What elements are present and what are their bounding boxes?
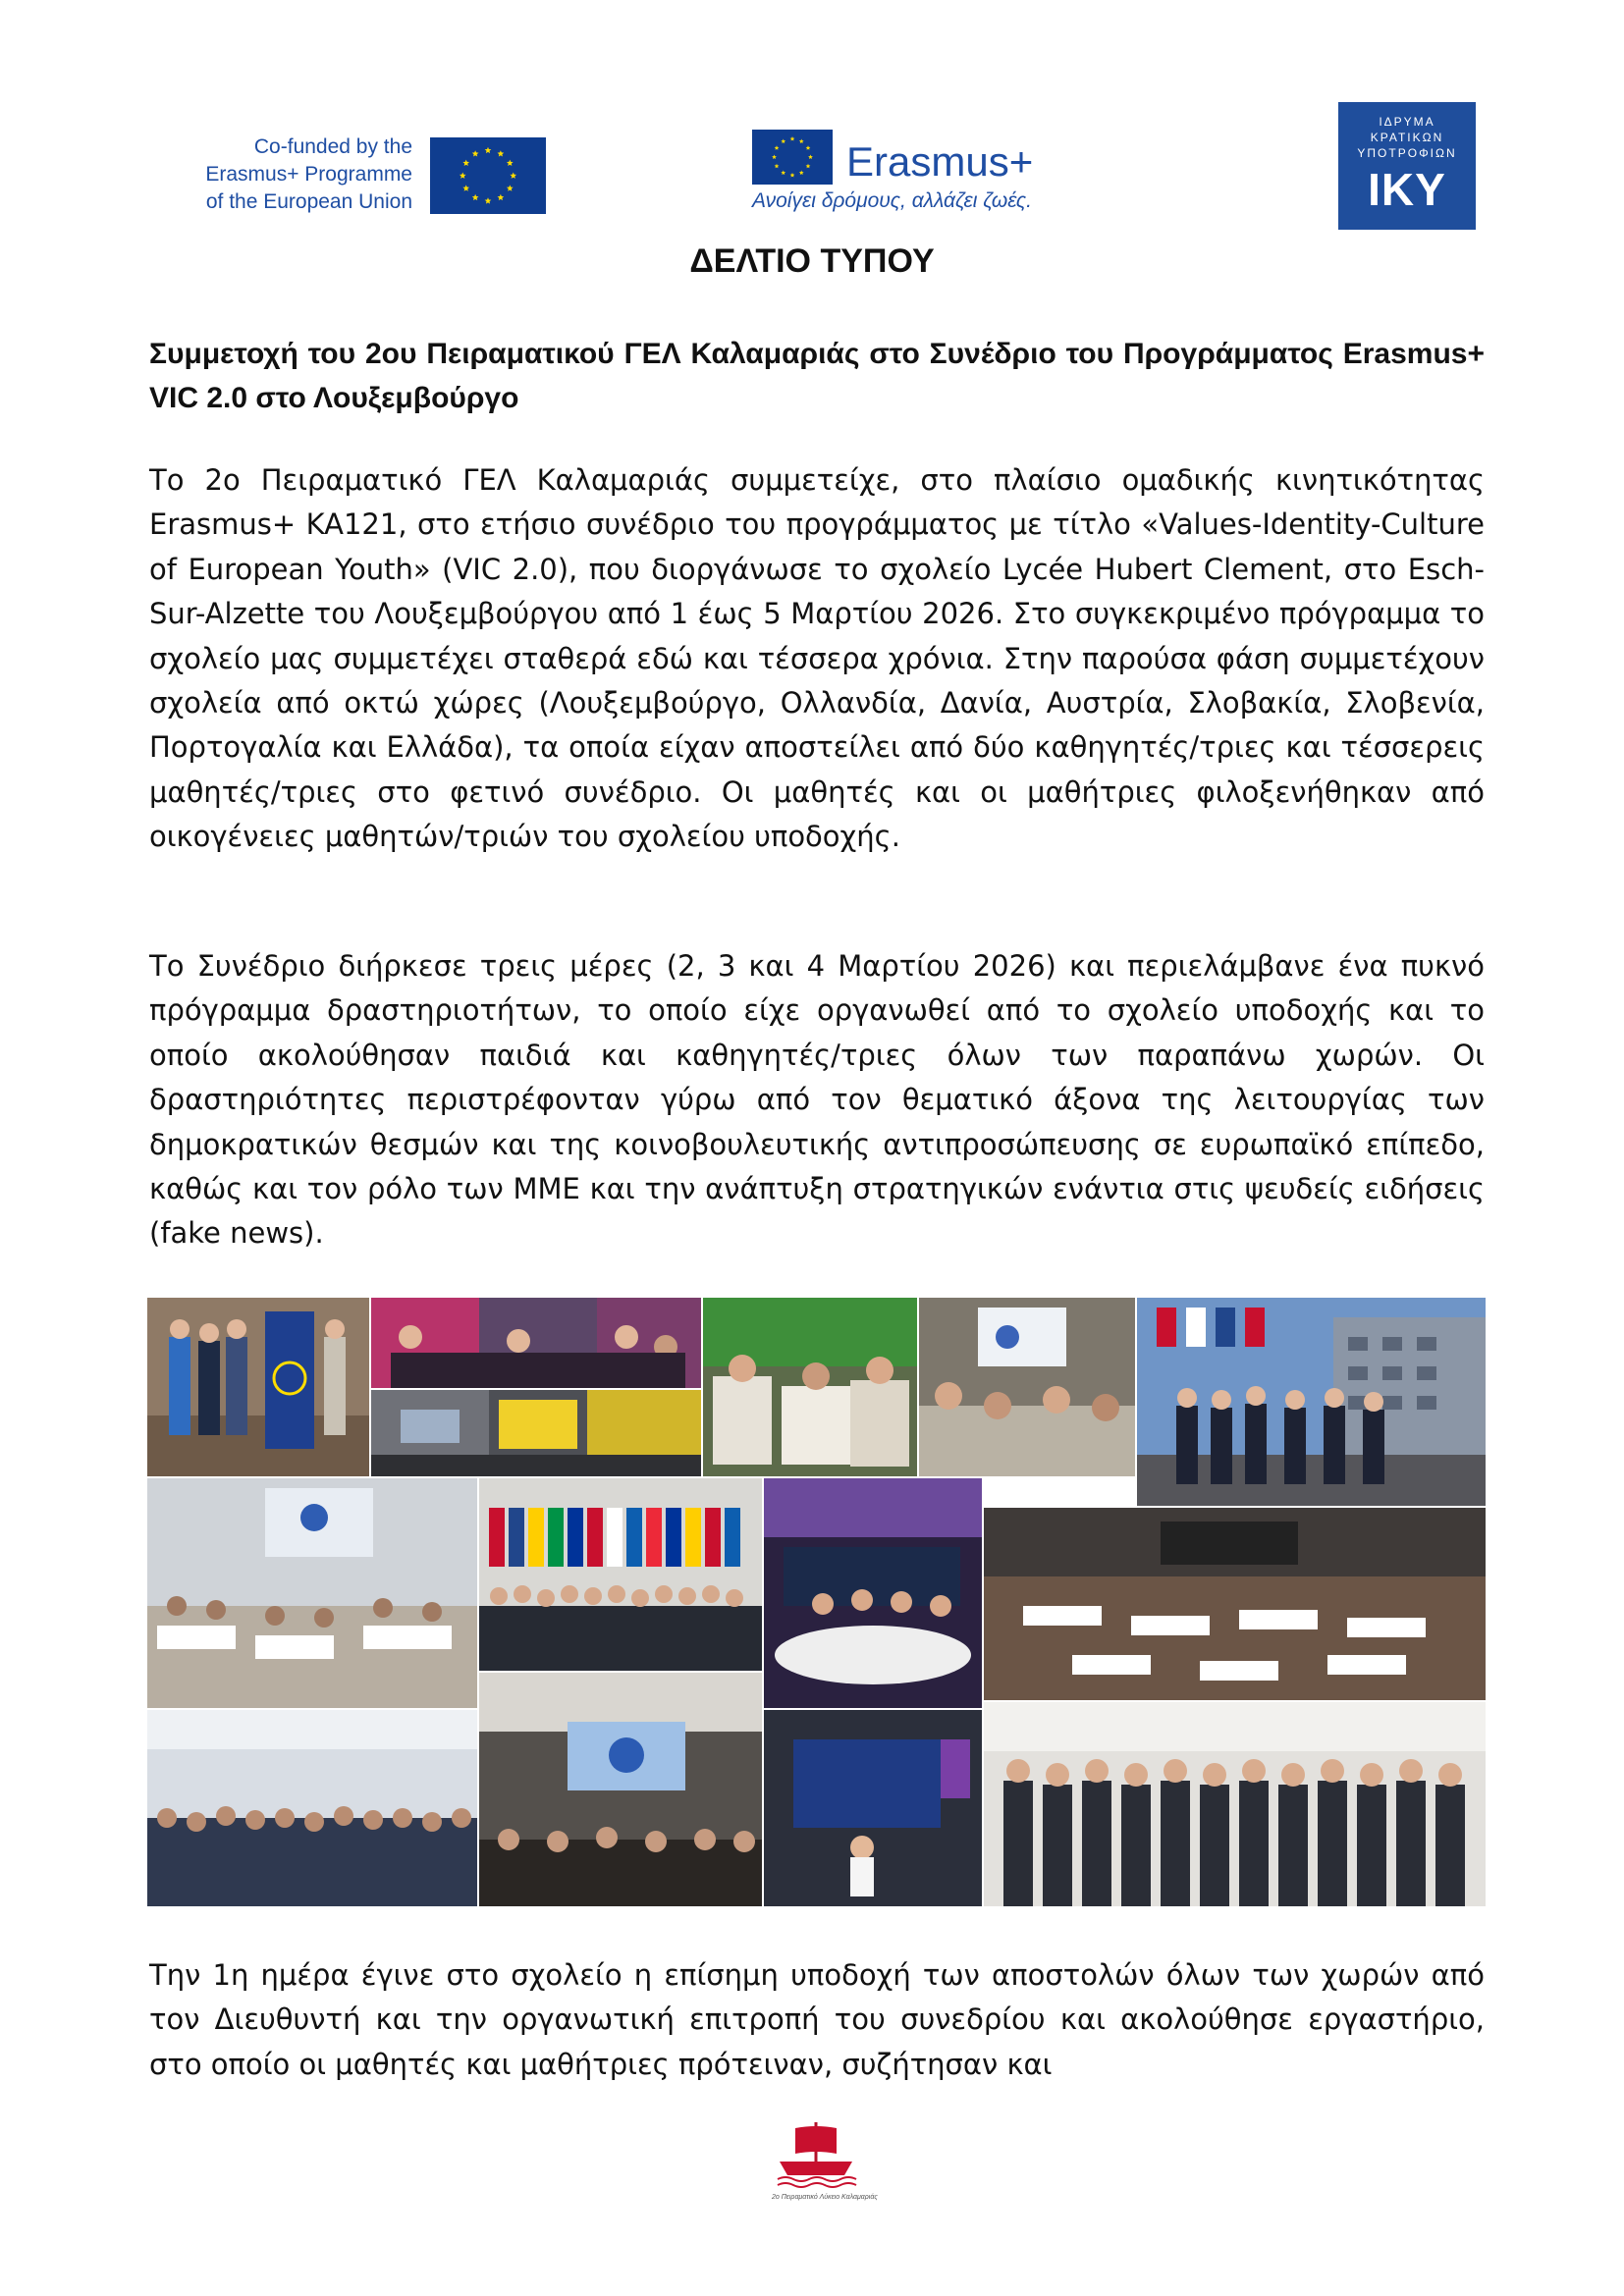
- photo-newspaper-reading: [703, 1298, 917, 1476]
- erasmus-wordmark: Erasmus+: [846, 138, 1034, 185]
- paragraph-intro: Το 2ο Πειραματικό ΓΕΛ Καλαμαριάς συμμετείχε, στο πλαίσιο ομαδικής κινητικότητας Erasmus+ KA121, στο ετήσιο συνέδριο του προγράμματος με τίτλο «Values-Identity-Culture of European Youth» (VIC 2.0), που διοργάνωσε το σχολείο Lycée Hubert Clement, στο Esch-Sur-Alzette του Λουξεμβούργου από 1 έως 5 Μαρτίου 2026. Στο συγκεκριμένο πρόγραμμα το σχολείο μας συμμετέχει σταθερά εδώ και τέσσερα χρόνια. Στην παρούσα φάση συμμετέχουν σχολεία από οκτώ χώρες (Λουξεμβούργο, Ολλανδία, Δανία, Αυστρία, Σλοβακία, Σλοβενία, Πορτογαλία και Ελλάδα), τα οποία είχαν αποστείλει από δύο καθηγητές/τριες και τέσσερεις μαθητές/τριες στο φετινό συνέδριο. Οι μαθητές και οι μαθήτριες φιλοξενήθηκαν από οικογένειες μαθητών/τριών του σχολείου υποδοχής.: [149, 463, 1485, 854]
- cofunded-logo: [167, 133, 550, 216]
- iky-acronym: ΙΚΥ: [1368, 164, 1446, 215]
- document-title: ΔΕΛΤΙΟ ΤΥΠΟΥ: [689, 242, 935, 280]
- photo-hall-overview: [984, 1508, 1486, 1700]
- cofunded-text: [167, 133, 412, 216]
- erasmus-logo: [752, 130, 1047, 220]
- photo-speaker-screen: [764, 1710, 982, 1906]
- ship-icon: [772, 2118, 860, 2189]
- eu-flag-icon: [752, 130, 833, 185]
- document-subtitle: Συμμετοχή του 2ου Πειραματικού ΓΕΛ Καλαμαριάς στο Συνέδριο του Προγράμματος Erasmus+ VIC 2.0 στο Λουξεμβούργο: [149, 338, 1485, 414]
- photo-stage-presentation: [479, 1673, 762, 1906]
- photo-classroom-colorful: [371, 1298, 701, 1388]
- paragraph-conference: Το Συνέδριο διήρκεσε τρεις μέρες (2, 3 και 4 Μαρτίου 2026) και περιελάμβανε ένα πυκνό πρόγραμμα δραστηριοτήτων, το οποίο είχε οργανωθεί από το σχολείο υποδοχής και το οποίο ακολούθησαν παιδιά και καθηγητές/τριες όλων των παραπάνω χωρών. Οι δραστηριότητες περιστρέφονταν γύρω από τον θεματικό άξονα της λειτουργίας των δημοκρατικών θεσμών και της κοινοβουλευτικής αντιπροσώπευσης σε ευρωπαϊκό επίπεδο, καθώς και τον ρόλο των ΜΜΕ και την ανάπτυξη στρατηγικών ενάντια στις ψευδείς ειδήσεις (fake news).: [149, 949, 1485, 1251]
- iky-line: ΥΠΟΤΡΟΦΙΩΝ: [1357, 146, 1457, 160]
- photo-flags-outdoor: [1137, 1298, 1486, 1506]
- cofunded-line: Erasmus+ Programme: [205, 163, 412, 186]
- photo-workshop-tables: [919, 1298, 1135, 1476]
- cofunded-line: Co-funded by the: [253, 135, 412, 158]
- iky-line: ΚΡΑΤΙΚΩΝ: [1370, 131, 1444, 144]
- photo-auditorium-students: [147, 1710, 477, 1906]
- iky-line: ΙΔΡΥΜΑ: [1379, 115, 1435, 129]
- photo-meeting-room: [371, 1390, 701, 1476]
- photo-parliament-flags-group: [479, 1478, 762, 1671]
- photo-collage: [147, 1298, 1486, 1906]
- photo-tv-studio: [764, 1478, 982, 1708]
- eu-flag-icon: [430, 137, 546, 214]
- photo-banner-group: [147, 1298, 369, 1476]
- cofunded-line: of the European Union: [205, 190, 412, 213]
- school-logo: [772, 2118, 878, 2209]
- erasmus-slogan: Ανοίγει δρόμους, αλλάζει ζωές.: [752, 189, 1032, 212]
- photo-group-indoor: [984, 1702, 1486, 1906]
- school-logo-caption: 2ο Πειραματικό Λύκειο Καλαμαριάς: [772, 2194, 878, 2201]
- photo-lecture-hall-tables: [147, 1478, 477, 1708]
- paragraph-first-day: Την 1η ημέρα έγινε στο σχολείο η επίσημη υποδοχή των αποστολών όλων των χωρών από τον Διευθυντή και την οργανωτική επιτροπή του συνεδρίου και ακολούθησε εργαστήριο, στο οποίο οι μαθητές και μαθήτριες πρότειναν, συζήτησαν και: [149, 1958, 1485, 2081]
- iky-logo: [1338, 102, 1476, 230]
